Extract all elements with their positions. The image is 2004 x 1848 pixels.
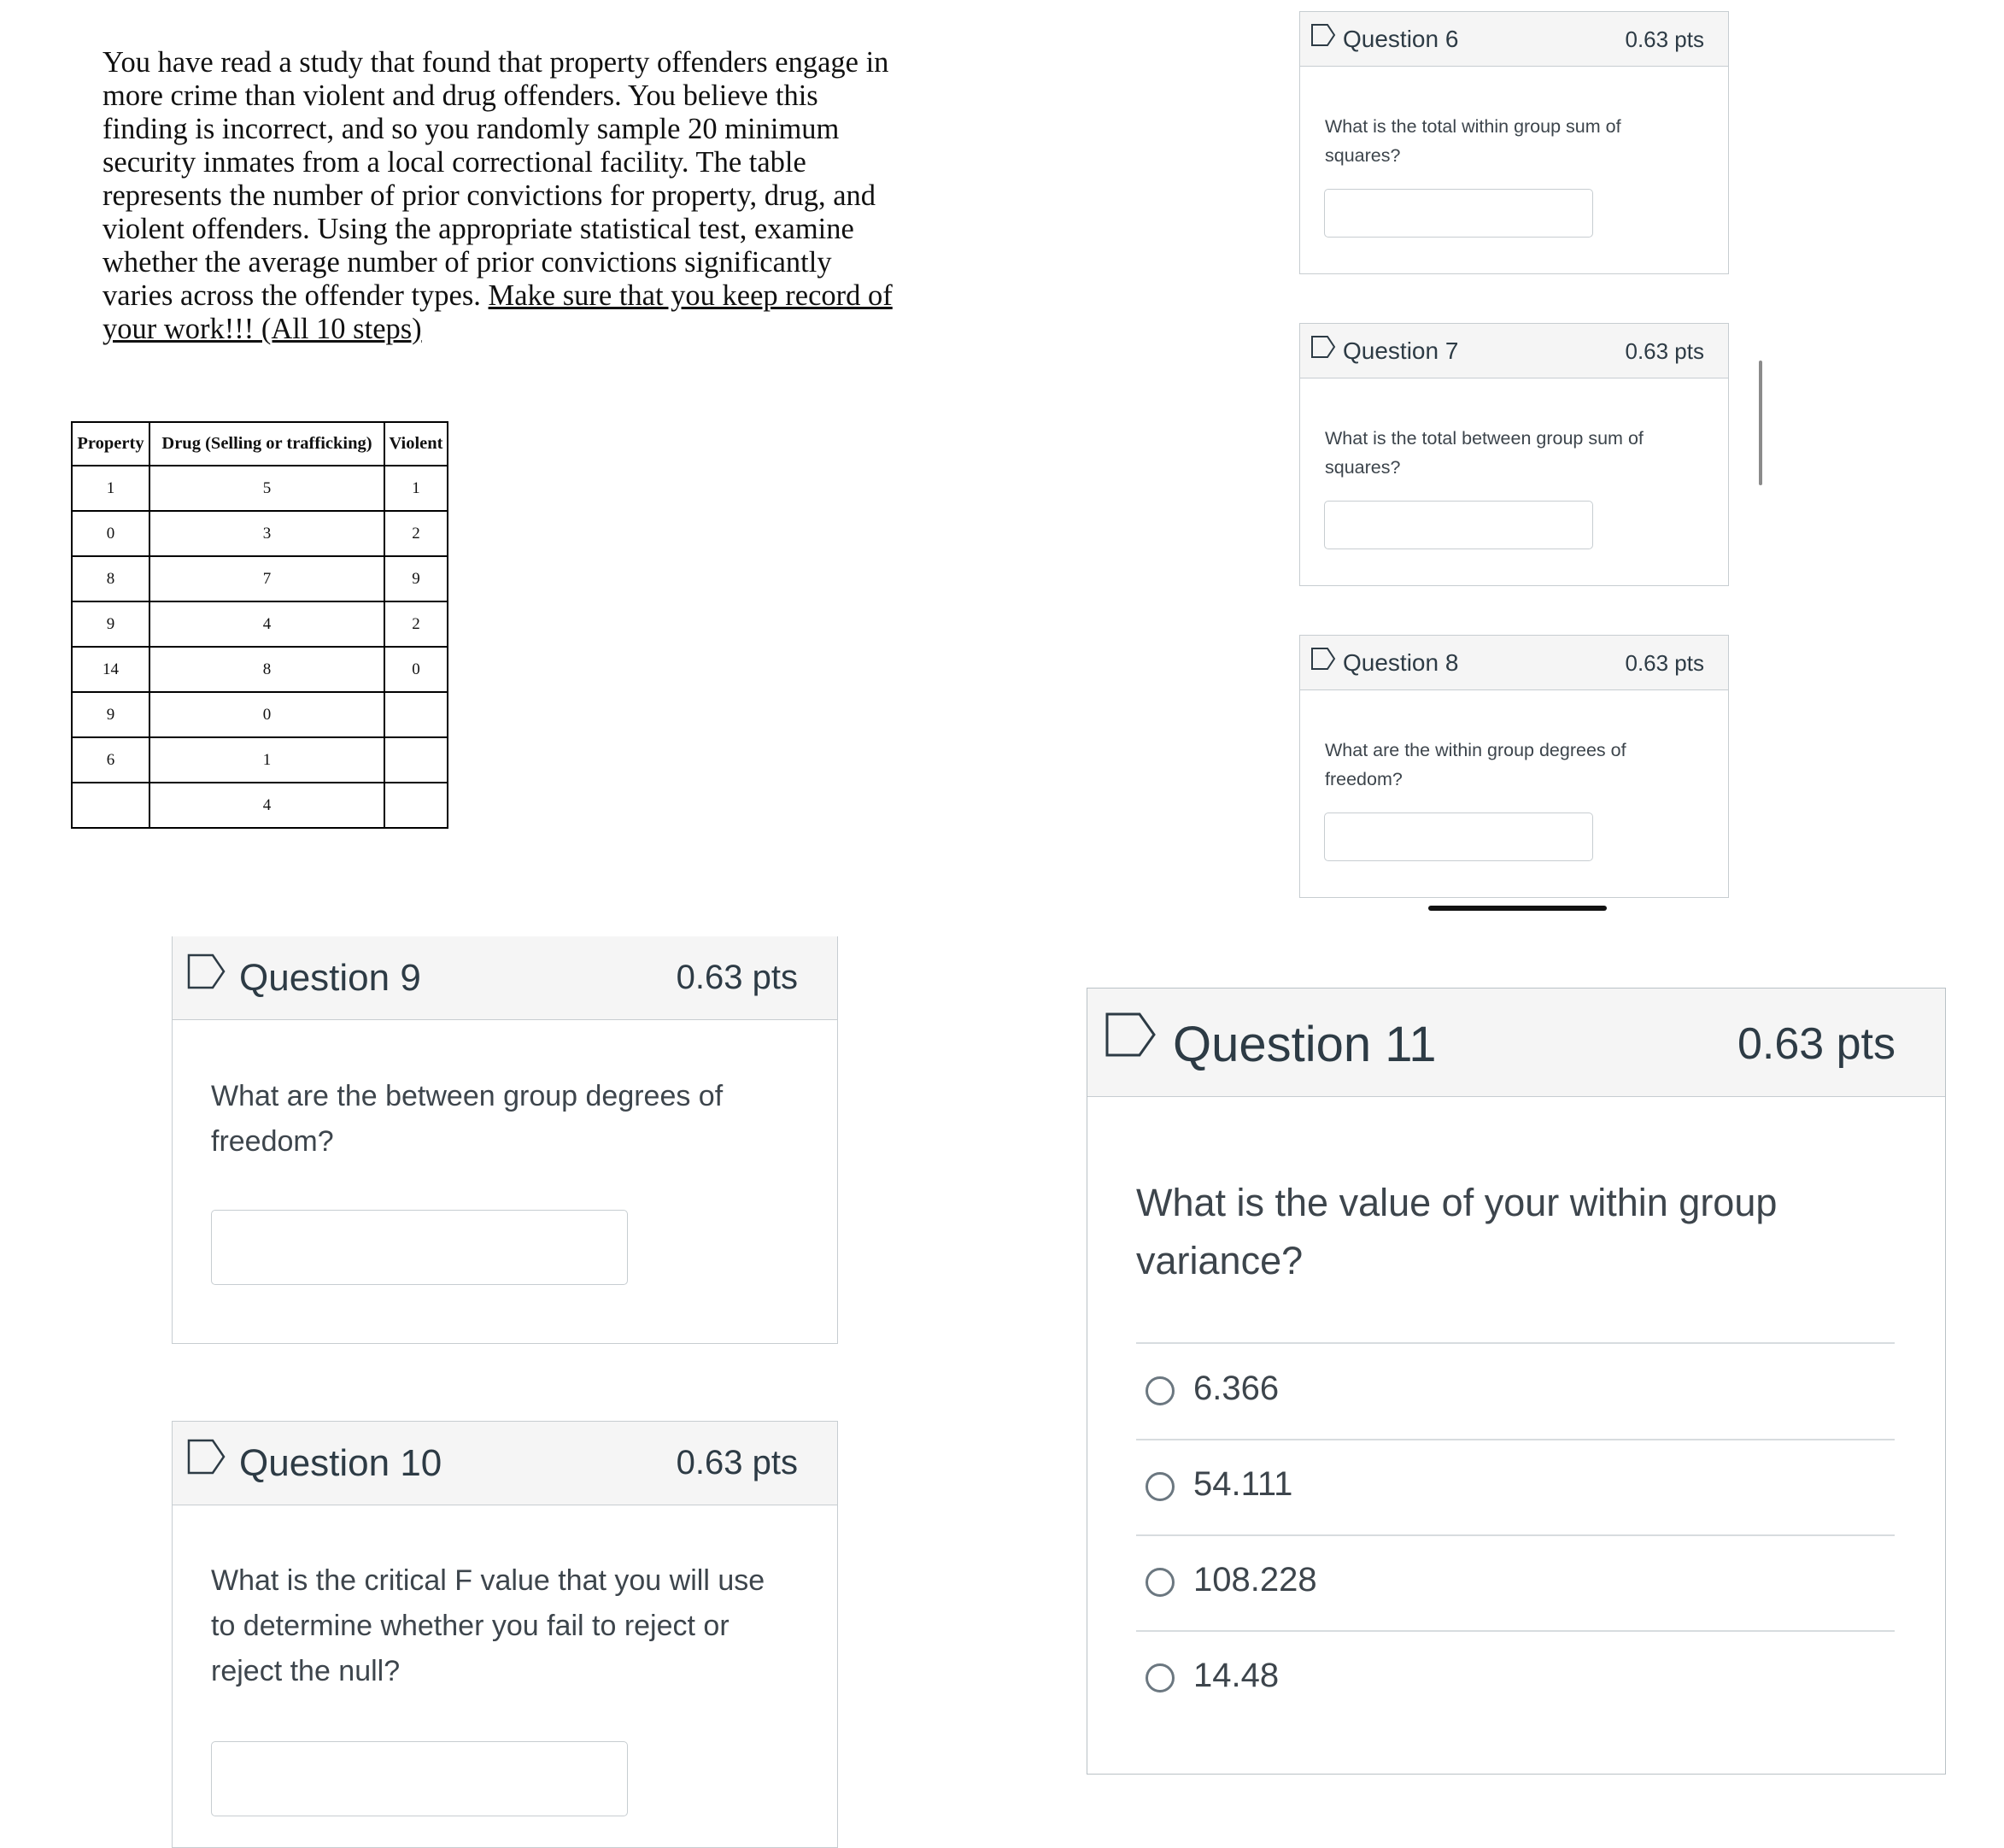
- table-cell: 9: [384, 556, 448, 601]
- question-8-card: [1299, 635, 1729, 898]
- table-cell: 7: [149, 556, 384, 601]
- question-11-title: Question 11: [1173, 1017, 1437, 1072]
- bookmark-flag-icon[interactable]: [1105, 1012, 1157, 1057]
- question-9-points: 0.63 pts: [676, 959, 798, 996]
- table-row: [72, 511, 448, 556]
- bookmark-flag-icon[interactable]: [187, 1439, 226, 1475]
- table-cell: 1: [384, 466, 448, 511]
- answer-option-3[interactable]: [1146, 1561, 1658, 1612]
- table-cell: 5: [149, 466, 384, 511]
- radio-button-icon[interactable]: [1146, 1663, 1175, 1693]
- table-cell: 8: [149, 647, 384, 692]
- question-9-header: [173, 936, 837, 1020]
- radio-button-icon[interactable]: [1146, 1568, 1175, 1597]
- question-7-header: [1300, 324, 1728, 378]
- table-cell: 14: [72, 647, 149, 692]
- question-10-header: [173, 1422, 837, 1505]
- table-cell: 1: [149, 737, 384, 783]
- table-cell: 1: [72, 466, 149, 511]
- question-6-points: 0.63 pts: [1625, 26, 1704, 52]
- question-10-points: 0.63 pts: [676, 1444, 798, 1481]
- header-property: Property: [72, 422, 149, 466]
- question-11-header: [1087, 989, 1945, 1097]
- header-drug: Drug (Selling or trafficking): [149, 422, 384, 466]
- table-cell: 0: [72, 511, 149, 556]
- table-header-row: [72, 422, 448, 466]
- radio-button-icon[interactable]: [1146, 1472, 1175, 1501]
- table-cell: 4: [149, 783, 384, 828]
- question-11-text: What is the value of your within group variance?: [1136, 1181, 1778, 1282]
- scrollbar[interactable]: [1759, 361, 1762, 485]
- table-cell: 2: [384, 601, 448, 647]
- table-cell: 8: [72, 556, 149, 601]
- question-9-text: What are the between group degrees of freedom?: [211, 1080, 724, 1158]
- answer-option-2[interactable]: [1146, 1465, 1658, 1517]
- table-cell: 0: [149, 692, 384, 737]
- answer-option-label: 6.366: [1193, 1370, 1280, 1407]
- question-7-title: Question 7: [1343, 337, 1459, 364]
- question-7-answer-input[interactable]: [1324, 501, 1593, 549]
- question-7-points: 0.63 pts: [1625, 338, 1704, 364]
- bookmark-flag-icon[interactable]: [1310, 647, 1336, 671]
- table-cell: 6: [72, 737, 149, 783]
- question-9-title: Question 9: [239, 957, 421, 999]
- question-9-card: [172, 936, 838, 1344]
- question-6-answer-input[interactable]: [1324, 189, 1593, 238]
- table-cell: [72, 783, 149, 828]
- option-divider: [1136, 1630, 1895, 1632]
- answer-option-label: 108.228: [1193, 1561, 1317, 1599]
- table-row: [72, 783, 448, 828]
- answer-option-label: 54.111: [1193, 1465, 1293, 1503]
- header-violent: Violent: [384, 422, 448, 466]
- question-10-text: What is the critical F value that you will use to determine whether you fail to reject or reject the null?: [211, 1564, 765, 1687]
- bookmark-flag-icon[interactable]: [187, 953, 226, 989]
- table-cell: 4: [149, 601, 384, 647]
- bookmark-flag-icon[interactable]: [1310, 23, 1336, 47]
- option-divider: [1136, 1534, 1895, 1536]
- question-9-answer-input[interactable]: [211, 1210, 628, 1285]
- answer-option-label: 14.48: [1193, 1657, 1280, 1694]
- question-10-title: Question 10: [239, 1442, 442, 1484]
- question-6-header: [1300, 12, 1728, 67]
- question-8-title: Question 8: [1343, 649, 1459, 676]
- question-10-card: [172, 1421, 838, 1848]
- radio-button-icon[interactable]: [1146, 1376, 1175, 1405]
- problem-text: You have read a study that found that property offenders engage in more crime than violent and drug offenders. You believe this finding is incorrect, and so you randomly sample 20 minimum security inmates from a local correctional facility. The table represents the number of prior convictions for property, drug, and violent offenders. Using the appropriate statistical test, examine whether the average number of prior convictions significantly varies across the offender types.: [103, 46, 889, 312]
- table-row: [72, 692, 448, 737]
- table-row: [72, 556, 448, 601]
- question-11-points: 0.63 pts: [1737, 1019, 1896, 1069]
- table-cell: 9: [72, 692, 149, 737]
- question-10-answer-input[interactable]: [211, 1741, 628, 1816]
- home-indicator: [1428, 906, 1607, 911]
- question-6-title: Question 6: [1343, 26, 1459, 52]
- table-cell: 2: [384, 511, 448, 556]
- problem-emphasis: Make sure that you keep record of your work!!! (All 10 steps): [103, 279, 893, 345]
- table-row: [72, 601, 448, 647]
- answer-option-4[interactable]: [1146, 1657, 1658, 1708]
- table-cell: [384, 737, 448, 783]
- question-7-text: What is the total between group sum of squares?: [1325, 428, 1644, 478]
- question-8-points: 0.63 pts: [1625, 650, 1704, 676]
- answer-option-1[interactable]: [1146, 1370, 1658, 1421]
- question-6-text: What is the total within group sum of squares?: [1325, 116, 1621, 166]
- table-row: [72, 647, 448, 692]
- table-cell: 0: [384, 647, 448, 692]
- table-cell: [384, 692, 448, 737]
- option-divider: [1136, 1342, 1895, 1344]
- question-11-card: [1087, 988, 1946, 1775]
- question-8-header: [1300, 636, 1728, 690]
- problem-statement: [103, 46, 897, 346]
- table-row: [72, 737, 448, 783]
- table-row: [72, 466, 448, 511]
- convictions-table: [71, 421, 448, 829]
- table-cell: [384, 783, 448, 828]
- table-cell: 9: [72, 601, 149, 647]
- question-7-card: [1299, 323, 1729, 586]
- question-6-card: [1299, 11, 1729, 274]
- question-8-answer-input[interactable]: [1324, 813, 1593, 861]
- question-8-text: What are the within group degrees of freedom?: [1325, 740, 1626, 789]
- table-cell: 3: [149, 511, 384, 556]
- option-divider: [1136, 1439, 1895, 1440]
- bookmark-flag-icon[interactable]: [1310, 335, 1336, 359]
